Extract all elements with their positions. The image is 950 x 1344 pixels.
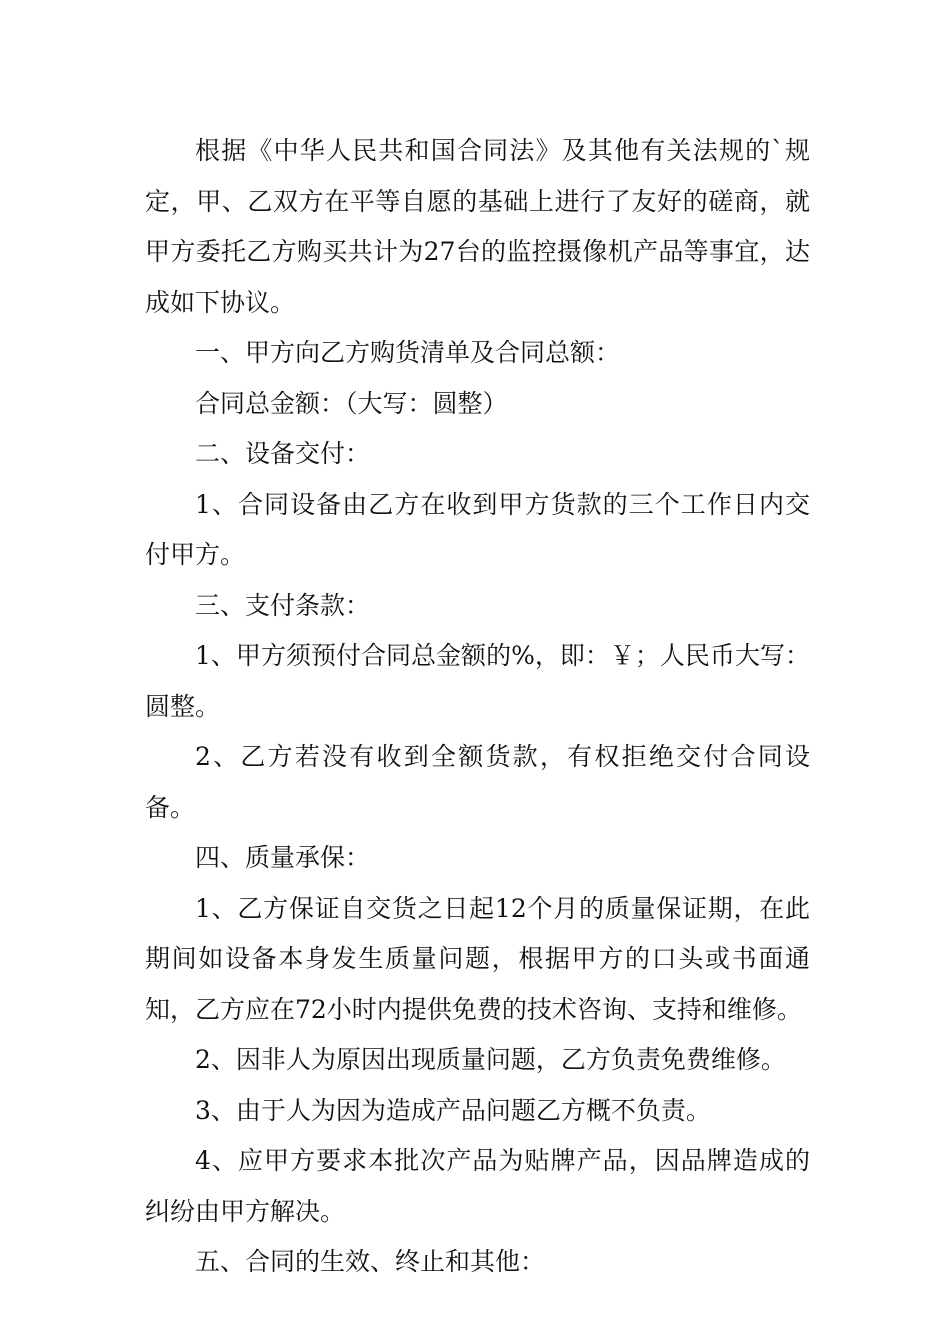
clause-quality-2: 2、因非人为原因出现质量问题，乙方负责免费维修。 [195,1045,786,1074]
clause-quality-4: 4、应甲方要求本批次产品为贴牌产品，因品牌造成的纠纷由甲方解决。 [145,1146,810,1226]
section-heading-5: 五、合同的生效、终止和其他： [195,1247,546,1276]
paragraph-total-amount: 合同总金额：（大写：圆整） [195,388,508,418]
section-heading-1: 一、甲方向乙方购货清单及合同总额： [195,338,621,367]
section-heading-4: 四、质量承保： [195,843,371,872]
clause-quality-1: 1、乙方保证自交货之日起12个月的质量保证期，在此期间如设备本身发生质量问题，根据甲方的口头或书面通知，乙方应在72小时内提供免费的技术咨询、支持和维修。 [145,893,810,1024]
paragraph-intro: 根据《中华人民共和国合同法》及其他有关法规的`规定，甲、乙双方在平等自愿的基础上进行了友好的磋商，就甲方委托乙方购买共计为27台的监控摄像机产品等事宜，达成如下协议。 [145,136,810,317]
section-heading-3: 三、支付条款： [195,590,371,620]
clause-payment-1: 1、甲方须预付合同总金额的%，即：￥；人民币大写：圆整。 [145,641,810,721]
clause-delivery-1: 1、合同设备由乙方在收到甲方货款的三个工作日内交付甲方。 [145,489,810,569]
clause-payment-2: 2、乙方若没有收到全额货款，有权拒绝交付合同设备。 [145,742,810,822]
document-body [145,126,810,1288]
clause-quality-3: 3、由于人为因为造成产品问题乙方概不负责。 [195,1095,711,1125]
section-heading-2: 二、设备交付： [195,439,371,468]
